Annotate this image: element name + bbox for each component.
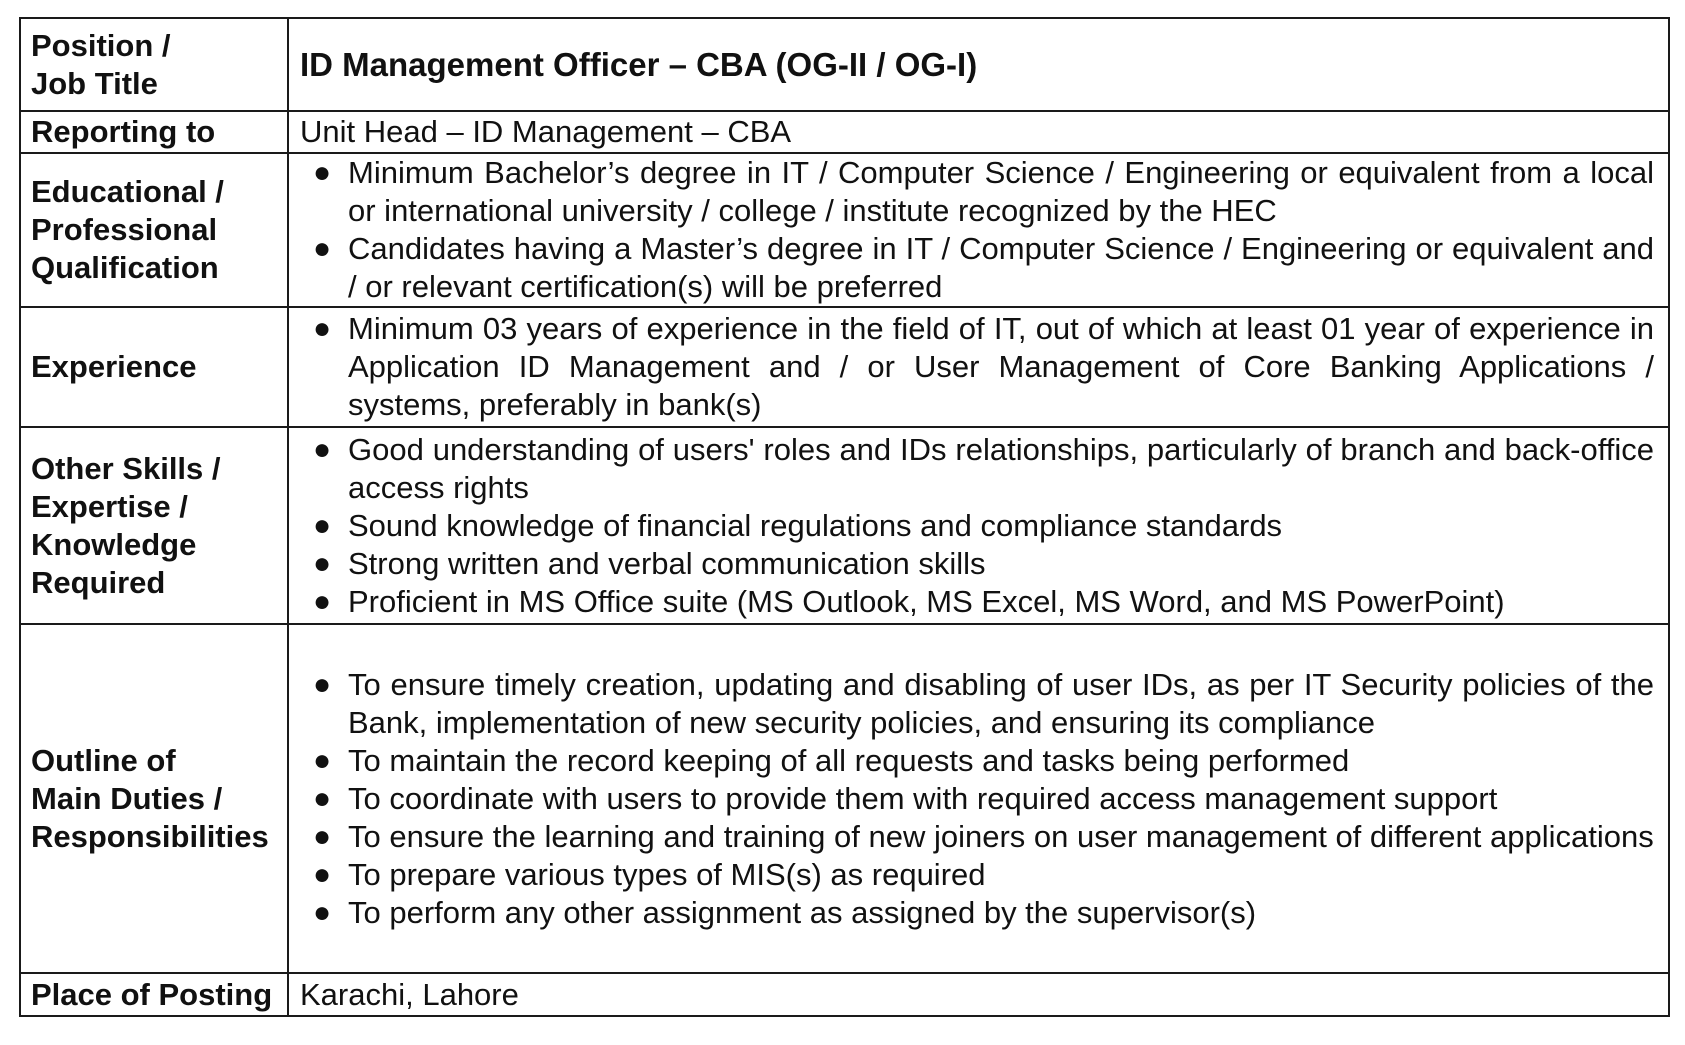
qualification-list <box>300 154 1654 306</box>
bullet-icon: ● <box>313 546 332 580</box>
list-item-text: Candidates having a Master’s degree in IT / Computer Science / Engineering or equivalent and / or relevant certification(s) will be preferred <box>348 231 1654 304</box>
other-skills-value <box>288 427 1669 624</box>
list-item-text: To ensure the learning and training of new joiners on user management of different applications <box>348 818 1654 854</box>
bullet-icon: ● <box>313 232 332 265</box>
list-item-text: To maintain the record keeping of all requests and tasks being performed <box>348 742 1350 778</box>
bullet-icon: ● <box>313 156 332 189</box>
label-duties <box>20 624 288 973</box>
list-item-text: To ensure timely creation, updating and disabling of user IDs, as per IT Security policies of the Bank, implementation of new security policies, and ensuring its compliance <box>348 666 1654 740</box>
row-duties <box>20 624 1669 973</box>
list-item <box>300 894 1654 932</box>
bullet-icon: ● <box>313 508 332 542</box>
label-reporting-to <box>20 111 288 153</box>
label-position <box>20 18 288 111</box>
list-item <box>300 856 1654 894</box>
list-item-text: Sound knowledge of financial regulations and compliance standards <box>348 507 1283 543</box>
list-item-text: Minimum Bachelor’s degree in IT / Computer Science / Engineering or equivalent from a local or international university / college / institute recognized by the HEC <box>348 155 1654 228</box>
list-item <box>300 310 1654 424</box>
other-skills-list <box>300 431 1654 621</box>
row-other-skills <box>20 427 1669 624</box>
row-experience <box>20 307 1669 427</box>
job-title-value: ID Management Officer – CBA (OG-II / OG-I) <box>288 18 1669 111</box>
label-other-skills <box>20 427 288 624</box>
qualification-value <box>288 153 1669 307</box>
reporting-to-value: Unit Head – ID Management – CBA <box>288 111 1669 153</box>
label-line: Experience <box>31 349 197 384</box>
label-line: Main Duties / <box>31 780 223 816</box>
duties-value <box>288 624 1669 973</box>
list-item <box>300 230 1654 306</box>
bullet-icon: ● <box>313 857 332 891</box>
bullet-icon: ● <box>313 584 332 618</box>
label-line: Job Title <box>31 65 158 101</box>
row-place-of-posting <box>20 973 1669 1016</box>
row-qualification <box>20 153 1669 307</box>
label-line: Other Skills / <box>31 450 221 486</box>
list-item <box>300 583 1654 621</box>
label-line: Place of Posting <box>31 976 273 1012</box>
list-item <box>300 154 1654 230</box>
list-item <box>300 818 1654 856</box>
bullet-icon: ● <box>313 312 332 345</box>
label-line: Professional <box>31 212 218 247</box>
job-description-table <box>19 17 1670 1017</box>
list-item-text: Strong written and verbal communication skills <box>348 545 986 581</box>
bullet-icon: ● <box>313 819 332 853</box>
row-position <box>20 18 1669 111</box>
label-line: Responsibilities <box>31 818 269 854</box>
label-line: Knowledge <box>31 526 197 562</box>
bullet-icon: ● <box>313 743 332 777</box>
label-line: Reporting to <box>31 114 216 149</box>
list-item <box>300 431 1654 507</box>
label-place-of-posting <box>20 973 288 1016</box>
label-line: Educational / <box>31 174 224 209</box>
list-item <box>300 545 1654 583</box>
list-item-text: To coordinate with users to provide them with required access management support <box>348 780 1498 816</box>
list-item-text: To perform any other assignment as assigned by the supervisor(s) <box>348 894 1257 930</box>
label-line: Outline of <box>31 742 176 778</box>
list-item <box>300 780 1654 818</box>
label-line: Required <box>31 564 166 600</box>
place-of-posting-value: Karachi, Lahore <box>288 973 1669 1016</box>
label-line: Expertise / <box>31 488 188 524</box>
bullet-icon: ● <box>313 667 332 701</box>
list-item-text: Minimum 03 years of experience in the field of IT, out of which at least 01 year of experience in Application ID Management and / or User Management of Core Banking Applications / systems, preferably in bank(s) <box>348 311 1654 422</box>
label-line: Position / <box>31 27 171 63</box>
list-item <box>300 666 1654 742</box>
label-qualification <box>20 153 288 307</box>
label-experience <box>20 307 288 427</box>
duties-list <box>300 666 1654 932</box>
experience-list <box>300 310 1654 424</box>
list-item-text: Proficient in MS Office suite (MS Outlook, MS Excel, MS Word, and MS PowerPoint) <box>348 583 1505 619</box>
experience-value <box>288 307 1669 427</box>
bullet-icon: ● <box>313 781 332 815</box>
list-item-text: To prepare various types of MIS(s) as required <box>348 856 986 892</box>
row-reporting-to <box>20 111 1669 153</box>
bullet-icon: ● <box>313 432 332 466</box>
bullet-icon: ● <box>313 895 332 929</box>
list-item <box>300 507 1654 545</box>
label-line: Qualification <box>31 250 219 285</box>
list-item-text: Good understanding of users' roles and IDs relationships, particularly of branch and back-office access rights <box>348 431 1654 505</box>
list-item <box>300 742 1654 780</box>
